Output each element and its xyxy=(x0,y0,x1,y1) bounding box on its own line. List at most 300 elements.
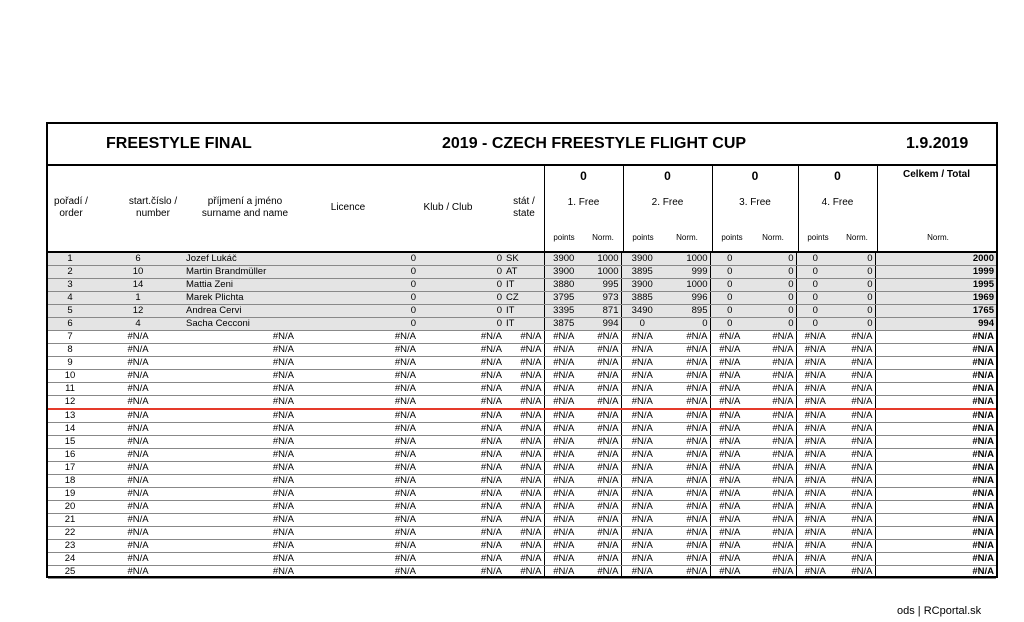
cell-r3-norm: #N/A xyxy=(749,383,796,396)
cell-r3-points: #N/A xyxy=(710,514,749,527)
cell-r4-points: #N/A xyxy=(796,501,834,514)
footer-credit: ods | RCportal.sk xyxy=(897,605,982,617)
table-row xyxy=(48,462,996,475)
cell-r4-points: #N/A xyxy=(796,396,834,410)
cell-licence: 0 xyxy=(344,292,418,305)
cell-r4-norm: #N/A xyxy=(834,566,875,579)
cell-r1-norm: #N/A xyxy=(583,423,621,436)
cell-r3-points: #N/A xyxy=(710,436,749,449)
cell-r4-points: #N/A xyxy=(796,462,834,475)
cell-r1-norm: 1000 xyxy=(583,253,621,266)
cell-spacer xyxy=(296,553,344,566)
cell-state: #N/A xyxy=(504,488,544,501)
header-name: příjmení a jméno surname and name xyxy=(201,196,289,219)
cell-club: #N/A xyxy=(418,396,504,410)
cell-spacer xyxy=(296,540,344,553)
cell-r2-points: #N/A xyxy=(621,566,663,579)
cell-total: #N/A xyxy=(875,475,996,488)
cell-r3-points: #N/A xyxy=(710,409,749,423)
cell-licence: 0 xyxy=(344,305,418,318)
cell-spacer xyxy=(296,475,344,488)
cell-name: #N/A xyxy=(184,344,296,357)
cell-spacer xyxy=(296,266,344,279)
cell-state: IT xyxy=(504,305,544,318)
cell-licence: #N/A xyxy=(344,553,418,566)
cell-state: IT xyxy=(504,318,544,331)
cell-total: #N/A xyxy=(875,383,996,396)
cell-r3-points: #N/A xyxy=(710,396,749,410)
cell-r1-norm: #N/A xyxy=(583,449,621,462)
table-row xyxy=(48,566,996,579)
cell-order: 22 xyxy=(48,527,92,540)
cell-state: #N/A xyxy=(504,462,544,475)
cell-total: 1969 xyxy=(875,292,996,305)
cell-r2-norm: 895 xyxy=(663,305,710,318)
cell-order: 9 xyxy=(48,357,92,370)
cell-r4-norm: #N/A xyxy=(834,383,875,396)
round-2-label: 2. Free xyxy=(651,197,684,208)
total-norm-label: Norm. xyxy=(927,233,949,242)
cell-r3-norm: 0 xyxy=(749,292,796,305)
cell-r3-points: #N/A xyxy=(710,553,749,566)
cell-r4-points: #N/A xyxy=(796,566,834,579)
cell-r3-points: #N/A xyxy=(710,462,749,475)
cell-spacer xyxy=(296,331,344,344)
cell-r4-norm: #N/A xyxy=(834,475,875,488)
cell-r2-norm: #N/A xyxy=(663,475,710,488)
table-row xyxy=(48,488,996,501)
cell-order: 12 xyxy=(48,396,92,410)
cell-r4-norm: #N/A xyxy=(834,331,875,344)
cell-r3-norm: #N/A xyxy=(749,357,796,370)
cell-r1-norm: 1000 xyxy=(583,266,621,279)
cell-r4-points: 0 xyxy=(796,292,834,305)
cell-r2-points: #N/A xyxy=(621,436,663,449)
cell-club: 0 xyxy=(418,305,504,318)
cell-r4-norm: #N/A xyxy=(834,344,875,357)
cell-r4-norm: #N/A xyxy=(834,409,875,423)
cell-licence: #N/A xyxy=(344,357,418,370)
cell-r1-norm: #N/A xyxy=(583,475,621,488)
table-row xyxy=(48,423,996,436)
cell-total: 1765 xyxy=(875,305,996,318)
cell-name: Sacha Cecconi xyxy=(184,318,296,331)
cell-order: 23 xyxy=(48,540,92,553)
round-4-points-label: points xyxy=(807,233,829,242)
cell-spacer xyxy=(296,436,344,449)
cell-r2-points: 3900 xyxy=(621,279,663,292)
cell-r1-points: #N/A xyxy=(544,514,583,527)
cell-name: #N/A xyxy=(184,514,296,527)
cell-r1-norm: #N/A xyxy=(583,540,621,553)
cell-r4-points: #N/A xyxy=(796,514,834,527)
cell-spacer xyxy=(296,566,344,579)
cell-licence: 0 xyxy=(344,318,418,331)
cell-r4-norm: #N/A xyxy=(834,488,875,501)
cell-r4-points: #N/A xyxy=(796,488,834,501)
cell-r1-norm: 973 xyxy=(583,292,621,305)
cell-name: #N/A xyxy=(184,501,296,514)
cell-r1-points: 3795 xyxy=(544,292,583,305)
cell-r4-points: #N/A xyxy=(796,475,834,488)
cell-start-number: #N/A xyxy=(92,514,184,527)
cell-spacer xyxy=(296,305,344,318)
competition-title: 2019 - CZECH FREESTYLE FLIGHT CUP xyxy=(442,135,747,152)
cell-state: #N/A xyxy=(504,370,544,383)
cell-r4-norm: 0 xyxy=(834,253,875,266)
table-row xyxy=(48,436,996,449)
cell-r2-norm: #N/A xyxy=(663,423,710,436)
cell-r1-norm: #N/A xyxy=(583,357,621,370)
cell-r2-norm: #N/A xyxy=(663,370,710,383)
cell-start-number: #N/A xyxy=(92,449,184,462)
cell-r2-norm: #N/A xyxy=(663,540,710,553)
cell-r3-points: #N/A xyxy=(710,370,749,383)
cell-r3-points: 0 xyxy=(710,279,749,292)
cell-order: 17 xyxy=(48,462,92,475)
cell-r2-points: #N/A xyxy=(621,488,663,501)
cell-order: 13 xyxy=(48,409,92,423)
cell-r1-norm: #N/A xyxy=(583,409,621,423)
cell-r1-norm: #N/A xyxy=(583,462,621,475)
cell-r3-norm: #N/A xyxy=(749,540,796,553)
cell-r2-norm: 1000 xyxy=(663,253,710,266)
table-row xyxy=(48,475,996,488)
cell-club: 0 xyxy=(418,279,504,292)
cell-state: #N/A xyxy=(504,331,544,344)
cell-club: #N/A xyxy=(418,514,504,527)
cell-name: #N/A xyxy=(184,383,296,396)
round-4-count: 0 xyxy=(834,169,841,183)
header-order: pořadí / order xyxy=(54,196,88,219)
cell-club: #N/A xyxy=(418,409,504,423)
cell-r1-norm: #N/A xyxy=(583,566,621,579)
cell-spacer xyxy=(296,501,344,514)
cell-r1-points: #N/A xyxy=(544,540,583,553)
cell-club: 0 xyxy=(418,253,504,266)
round-3-norm-label: Norm. xyxy=(762,233,784,242)
cell-r1-norm: #N/A xyxy=(583,488,621,501)
cell-total: #N/A xyxy=(875,501,996,514)
cell-r4-norm: #N/A xyxy=(834,553,875,566)
cell-r3-norm: #N/A xyxy=(749,423,796,436)
cell-order: 15 xyxy=(48,436,92,449)
cell-start-number: #N/A xyxy=(92,331,184,344)
cell-r2-points: #N/A xyxy=(621,423,663,436)
cell-club: #N/A xyxy=(418,383,504,396)
cell-state: #N/A xyxy=(504,475,544,488)
cell-club: #N/A xyxy=(418,331,504,344)
cell-total: #N/A xyxy=(875,436,996,449)
cell-r3-norm: #N/A xyxy=(749,501,796,514)
table-row xyxy=(48,501,996,514)
cell-club: #N/A xyxy=(418,527,504,540)
cell-spacer xyxy=(296,292,344,305)
round-3-label: 3. Free xyxy=(739,197,771,208)
cell-r3-points: 0 xyxy=(710,305,749,318)
cell-r4-points: 0 xyxy=(796,279,834,292)
cell-total: #N/A xyxy=(875,462,996,475)
cell-r1-points: 3875 xyxy=(544,318,583,331)
cell-r2-points: 3490 xyxy=(621,305,663,318)
cell-r3-points: #N/A xyxy=(710,331,749,344)
table-row xyxy=(48,305,996,318)
cell-club: #N/A xyxy=(418,344,504,357)
cell-spacer xyxy=(296,383,344,396)
cell-r1-points: #N/A xyxy=(544,357,583,370)
cell-r1-points: #N/A xyxy=(544,409,583,423)
cell-name: #N/A xyxy=(184,553,296,566)
table-row xyxy=(48,553,996,566)
cell-r4-norm: #N/A xyxy=(834,370,875,383)
cell-r1-points: #N/A xyxy=(544,449,583,462)
cell-start-number: #N/A xyxy=(92,344,184,357)
cell-r1-points: #N/A xyxy=(544,488,583,501)
cell-r3-norm: #N/A xyxy=(749,436,796,449)
cell-total: #N/A xyxy=(875,344,996,357)
cell-r1-norm: 994 xyxy=(583,318,621,331)
cell-r4-points: #N/A xyxy=(796,423,834,436)
cell-r3-norm: 0 xyxy=(749,305,796,318)
cell-spacer xyxy=(296,253,344,266)
cell-r4-points: 0 xyxy=(796,318,834,331)
cell-licence: #N/A xyxy=(344,331,418,344)
cell-licence: #N/A xyxy=(344,409,418,423)
cell-licence: #N/A xyxy=(344,488,418,501)
cell-total: #N/A xyxy=(875,449,996,462)
cell-start-number: #N/A xyxy=(92,475,184,488)
cell-state: #N/A xyxy=(504,501,544,514)
cell-total: #N/A xyxy=(875,396,996,410)
cell-licence: #N/A xyxy=(344,527,418,540)
cell-start-number: #N/A xyxy=(92,501,184,514)
cell-name: #N/A xyxy=(184,527,296,540)
cell-total: #N/A xyxy=(875,540,996,553)
cell-r4-points: #N/A xyxy=(796,357,834,370)
cell-licence: #N/A xyxy=(344,344,418,357)
cell-r3-norm: #N/A xyxy=(749,331,796,344)
header-licence: Licence xyxy=(330,202,366,213)
cell-r1-norm: #N/A xyxy=(583,527,621,540)
cell-r2-norm: 0 xyxy=(663,318,710,331)
cell-r1-points: #N/A xyxy=(544,331,583,344)
cell-spacer xyxy=(296,396,344,410)
cell-club: 0 xyxy=(418,318,504,331)
cell-r4-points: #N/A xyxy=(796,449,834,462)
cell-state: #N/A xyxy=(504,553,544,566)
cell-order: 3 xyxy=(48,279,92,292)
table-row xyxy=(48,370,996,383)
cell-r3-norm: #N/A xyxy=(749,409,796,423)
cell-r3-norm: #N/A xyxy=(749,514,796,527)
cell-name: #N/A xyxy=(184,423,296,436)
cell-r1-points: #N/A xyxy=(544,344,583,357)
cell-name: #N/A xyxy=(184,331,296,344)
cell-r4-points: #N/A xyxy=(796,331,834,344)
cell-r3-norm: 0 xyxy=(749,318,796,331)
cell-name: #N/A xyxy=(184,449,296,462)
cell-order: 20 xyxy=(48,501,92,514)
cell-name: #N/A xyxy=(184,436,296,449)
cell-r4-norm: #N/A xyxy=(834,449,875,462)
cell-start-number: 12 xyxy=(92,305,184,318)
results-table-body xyxy=(48,253,996,579)
cell-start-number: #N/A xyxy=(92,527,184,540)
cell-name: Jozef Lukáč xyxy=(184,253,296,266)
cell-r3-points: #N/A xyxy=(710,344,749,357)
table-row xyxy=(48,318,996,331)
cell-total: 994 xyxy=(875,318,996,331)
cell-r4-norm: 0 xyxy=(834,318,875,331)
cell-r2-norm: #N/A xyxy=(663,566,710,579)
table-row xyxy=(48,514,996,527)
table-row xyxy=(48,279,996,292)
cell-r1-points: #N/A xyxy=(544,436,583,449)
cell-r3-norm: #N/A xyxy=(749,566,796,579)
cell-r2-points: #N/A xyxy=(621,396,663,410)
cell-order: 8 xyxy=(48,344,92,357)
cell-name: #N/A xyxy=(184,475,296,488)
cell-r4-norm: #N/A xyxy=(834,540,875,553)
cell-r4-norm: 0 xyxy=(834,266,875,279)
cell-licence: 0 xyxy=(344,279,418,292)
cell-r2-points: #N/A xyxy=(621,357,663,370)
table-row xyxy=(48,527,996,540)
cell-licence: #N/A xyxy=(344,436,418,449)
cell-order: 19 xyxy=(48,488,92,501)
table-row xyxy=(48,449,996,462)
cell-r4-points: #N/A xyxy=(796,383,834,396)
cell-club: #N/A xyxy=(418,449,504,462)
cell-r2-points: 3885 xyxy=(621,292,663,305)
cell-name: #N/A xyxy=(184,462,296,475)
cell-total: #N/A xyxy=(875,357,996,370)
cell-spacer xyxy=(296,344,344,357)
cell-state: CZ xyxy=(504,292,544,305)
cell-total: #N/A xyxy=(875,514,996,527)
header-total: Celkem / Total xyxy=(902,169,971,180)
cell-start-number: #N/A xyxy=(92,396,184,410)
cell-state: #N/A xyxy=(504,514,544,527)
cell-r3-norm: #N/A xyxy=(749,475,796,488)
round-3-count: 0 xyxy=(751,169,759,183)
cell-r3-norm: #N/A xyxy=(749,527,796,540)
cell-r4-points: 0 xyxy=(796,266,834,279)
cell-r2-points: #N/A xyxy=(621,527,663,540)
cell-r4-points: #N/A xyxy=(796,527,834,540)
cell-spacer xyxy=(296,462,344,475)
cell-r3-points: #N/A xyxy=(710,540,749,553)
results-sheet xyxy=(46,122,998,578)
cell-r1-norm: 995 xyxy=(583,279,621,292)
cell-r2-points: #N/A xyxy=(621,475,663,488)
cell-state: SK xyxy=(504,253,544,266)
cell-total: 2000 xyxy=(875,253,996,266)
cell-r3-norm: 0 xyxy=(749,266,796,279)
cell-club: #N/A xyxy=(418,501,504,514)
cell-name: #N/A xyxy=(184,566,296,579)
cell-state: #N/A xyxy=(504,540,544,553)
cell-r1-points: #N/A xyxy=(544,370,583,383)
cell-r2-norm: #N/A xyxy=(663,357,710,370)
cell-name: #N/A xyxy=(184,357,296,370)
cell-total: #N/A xyxy=(875,527,996,540)
cell-r3-points: #N/A xyxy=(710,449,749,462)
cell-total: #N/A xyxy=(875,553,996,566)
cell-r2-points: 0 xyxy=(621,318,663,331)
cell-r2-norm: #N/A xyxy=(663,331,710,344)
cell-licence: #N/A xyxy=(344,396,418,410)
cell-start-number: #N/A xyxy=(92,462,184,475)
cell-r3-points: #N/A xyxy=(710,501,749,514)
cell-start-number: #N/A xyxy=(92,423,184,436)
cell-state: #N/A xyxy=(504,527,544,540)
cell-name: #N/A xyxy=(184,540,296,553)
cell-licence: #N/A xyxy=(344,501,418,514)
cell-r3-norm: #N/A xyxy=(749,553,796,566)
round-2-norm-label: Norm. xyxy=(676,233,698,242)
cell-r2-norm: #N/A xyxy=(663,462,710,475)
cell-start-number: 4 xyxy=(92,318,184,331)
header-state: stát / state xyxy=(513,196,535,219)
cell-licence: #N/A xyxy=(344,475,418,488)
cell-r1-norm: #N/A xyxy=(583,344,621,357)
cell-order: 5 xyxy=(48,305,92,318)
cell-r1-points: #N/A xyxy=(544,423,583,436)
cell-r1-norm: #N/A xyxy=(583,436,621,449)
cell-r1-norm: #N/A xyxy=(583,501,621,514)
cell-r3-norm: 0 xyxy=(749,253,796,266)
cell-r1-points: #N/A xyxy=(544,553,583,566)
cell-r3-points: 0 xyxy=(710,253,749,266)
cell-r2-norm: #N/A xyxy=(663,344,710,357)
cell-order: 10 xyxy=(48,370,92,383)
cell-start-number: 10 xyxy=(92,266,184,279)
cell-r1-norm: 871 xyxy=(583,305,621,318)
cell-spacer xyxy=(296,370,344,383)
round-1-norm-label: Norm. xyxy=(592,233,614,242)
cell-r2-norm: #N/A xyxy=(663,449,710,462)
cell-r1-points: 3880 xyxy=(544,279,583,292)
event-date: 1.9.2019 xyxy=(906,135,969,152)
cell-r3-norm: #N/A xyxy=(749,462,796,475)
round-2-points-label: points xyxy=(632,233,654,242)
cell-r1-points: #N/A xyxy=(544,566,583,579)
cell-r4-norm: #N/A xyxy=(834,396,875,410)
cell-start-number: #N/A xyxy=(92,370,184,383)
cell-r4-points: 0 xyxy=(796,305,834,318)
cell-licence: #N/A xyxy=(344,540,418,553)
round-1-label: 1. Free xyxy=(567,197,600,208)
cell-name: Martin Brandmüller xyxy=(184,266,296,279)
cell-r2-points: #N/A xyxy=(621,370,663,383)
cell-name: #N/A xyxy=(184,370,296,383)
cell-spacer xyxy=(296,449,344,462)
cell-r2-norm: #N/A xyxy=(663,553,710,566)
cell-order: 1 xyxy=(48,253,92,266)
cell-r3-norm: 0 xyxy=(749,279,796,292)
cell-r4-points: 0 xyxy=(796,253,834,266)
cell-start-number: #N/A xyxy=(92,436,184,449)
cell-total: #N/A xyxy=(875,331,996,344)
cell-state: #N/A xyxy=(504,449,544,462)
cell-r1-norm: #N/A xyxy=(583,370,621,383)
cell-club: #N/A xyxy=(418,370,504,383)
cell-r3-norm: #N/A xyxy=(749,370,796,383)
cell-name: Marek Plichta xyxy=(184,292,296,305)
cell-start-number: 1 xyxy=(92,292,184,305)
cell-r2-points: #N/A xyxy=(621,462,663,475)
